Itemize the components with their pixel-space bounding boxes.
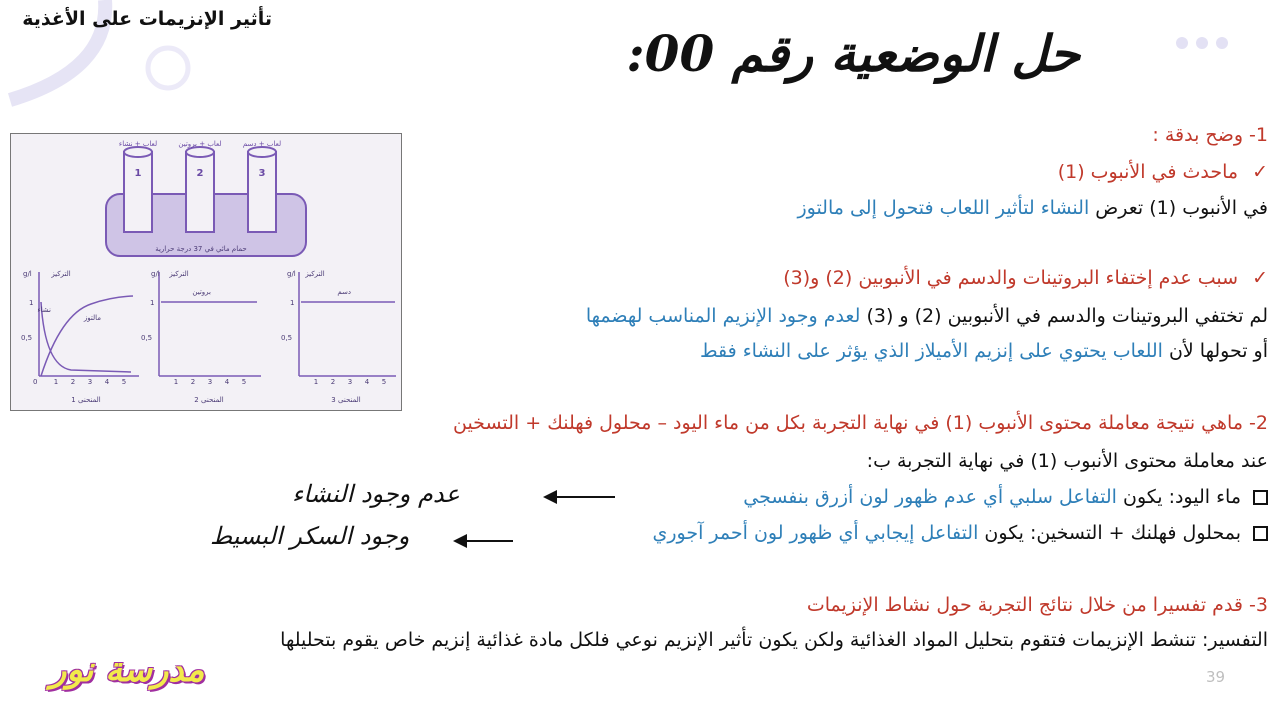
- series-label-fat: دسم: [337, 288, 351, 296]
- experiment-diagram: [11, 134, 401, 410]
- q1-title: 1- وضح بدقة :: [1152, 124, 1268, 146]
- handwritten-note-2: وجود السكر البسيط: [210, 522, 410, 550]
- q3-title: 3- قدم تفسيرا من خلال نتائج التجربة حول نشاط الإنزيمات: [806, 594, 1268, 616]
- q1-bullet-2: ✓سبب عدم إختفاء البروتينات والدسم في الأنبوبين (2) و(3): [783, 267, 1268, 289]
- tube-2-top: [186, 147, 214, 157]
- series-label-starch: نشاء: [37, 306, 51, 314]
- curve-title-1: المنحنى 1: [71, 396, 101, 404]
- x-tick: 4: [224, 378, 230, 386]
- tube-label-3: لعاب + دسم: [242, 140, 282, 148]
- check-icon: ✓: [1252, 161, 1268, 183]
- curve-starch: [41, 302, 131, 372]
- x-tick: 1: [53, 378, 59, 386]
- experiment-figure: [10, 133, 402, 411]
- q1-answer-2: لم تختفي البروتينات والدسم في الأنبوبين (2) و (3) لعدم وجود الإنزيم المناسب لهضمها: [585, 305, 1268, 327]
- q2-intro: عند معاملة محتوى الأنبوب (1) في نهاية التجربة ب:: [866, 450, 1268, 472]
- y-tick-1-g2: 1: [150, 299, 155, 307]
- x-tick: 3: [87, 378, 93, 386]
- q1-answer-3: أو تحولها لأن اللعاب يحتوي على إنزيم الأميلاز الذي يؤثر على النشاء فقط: [699, 340, 1268, 362]
- x-tick: 3: [347, 378, 353, 386]
- arrow-left-icon: [545, 496, 615, 498]
- x-tick: 2: [190, 378, 196, 386]
- x-tick: 1: [173, 378, 179, 386]
- page-number: 39: [1206, 668, 1226, 686]
- y-tick-1: 1: [29, 299, 34, 307]
- x-tick: 1: [313, 378, 319, 386]
- x-tick: 4: [364, 378, 370, 386]
- y-tick-05-g2: 0,5: [141, 334, 153, 342]
- tube-2: [186, 152, 214, 232]
- x-tick: 2: [330, 378, 336, 386]
- y-tick-0: 0: [33, 378, 38, 386]
- q3-answer: التفسير: تنشط الإنزيمات فتقوم بتحليل المواد الغذائية ولكن يكون تأثير الإنزيم نوعي فلكل مادة غذائية إنزيم خاص يقوم بتحليلها: [280, 629, 1268, 651]
- checkbox-icon: [1253, 526, 1268, 541]
- y-unit-1: g/l: [23, 270, 32, 278]
- y-unit-2: g/l: [151, 270, 160, 278]
- tube-number-2: 2: [196, 168, 204, 179]
- q2-item-2: بمحلول فهلنك + التسخين: يكون التفاعل إيجابي أي ظهور لون أحمر آجوري: [653, 518, 1269, 548]
- tube-number-3: 3: [258, 168, 266, 179]
- series-label-maltose: مالتوز: [83, 314, 101, 322]
- x-tick: 4: [104, 378, 110, 386]
- check-icon: ✓: [1252, 267, 1268, 289]
- curve-title-3: المنحنى 3: [331, 396, 361, 404]
- x-tick: 3: [207, 378, 213, 386]
- q1-answer-1: في الأنبوب (1) تعرض النشاء لتأثير اللعاب فتحول إلى مالتوز: [797, 197, 1268, 219]
- y-tick-05-g3: 0,5: [281, 334, 293, 342]
- arrow-left-icon: [455, 540, 513, 542]
- tube-3-top: [248, 147, 276, 157]
- q1-bullet-1: ✓ماحدث في الأنبوب (1): [1057, 161, 1268, 183]
- x-tick: 2: [70, 378, 76, 386]
- tube-label-2: لعاب + بروتين: [178, 140, 222, 148]
- x-tick: 5: [121, 378, 127, 386]
- decorative-dots: [1176, 34, 1236, 53]
- curve-title-2: المنحنى 2: [194, 396, 224, 404]
- y-label-3: التركيز: [305, 270, 325, 278]
- y-tick-1-g3: 1: [290, 299, 295, 307]
- school-logo: مدرسة نور: [50, 650, 205, 690]
- x-tick: 5: [241, 378, 247, 386]
- y-label-2: التركيز: [169, 270, 189, 278]
- y-tick-05: 0,5: [21, 334, 33, 342]
- q2-title: 2- ماهي نتيجة معاملة محتوى الأنبوب (1) في نهاية التجربة بكل من ماء اليود – محلول فهلنك + التسخين: [452, 412, 1268, 434]
- tube-number-1: 1: [134, 168, 142, 179]
- handwritten-note-1: عدم وجود النشاء: [292, 480, 460, 508]
- checkbox-icon: [1253, 490, 1268, 505]
- topic-title: تأثير الإنزيمات على الأغذية: [22, 8, 272, 30]
- y-unit-3: g/l: [287, 270, 296, 278]
- curve-maltose: [41, 296, 133, 376]
- tube-1: [124, 152, 152, 232]
- tube-label-1: لعاب + نشاء: [118, 140, 158, 148]
- q2-item-1: ماء اليود: يكون التفاعل سلبي أي عدم ظهور لون أزرق بنفسجي: [743, 482, 1268, 512]
- page-heading: حل الوضعية رقم 00:: [626, 24, 1080, 83]
- tube-3: [248, 152, 276, 232]
- series-label-protein: بروتين: [192, 288, 211, 296]
- bath-label: حمام مائي في 37 درجة حرارية: [155, 245, 247, 253]
- tube-1-top: [124, 147, 152, 157]
- y-label-1: التركيز: [51, 270, 71, 278]
- x-tick: 5: [381, 378, 387, 386]
